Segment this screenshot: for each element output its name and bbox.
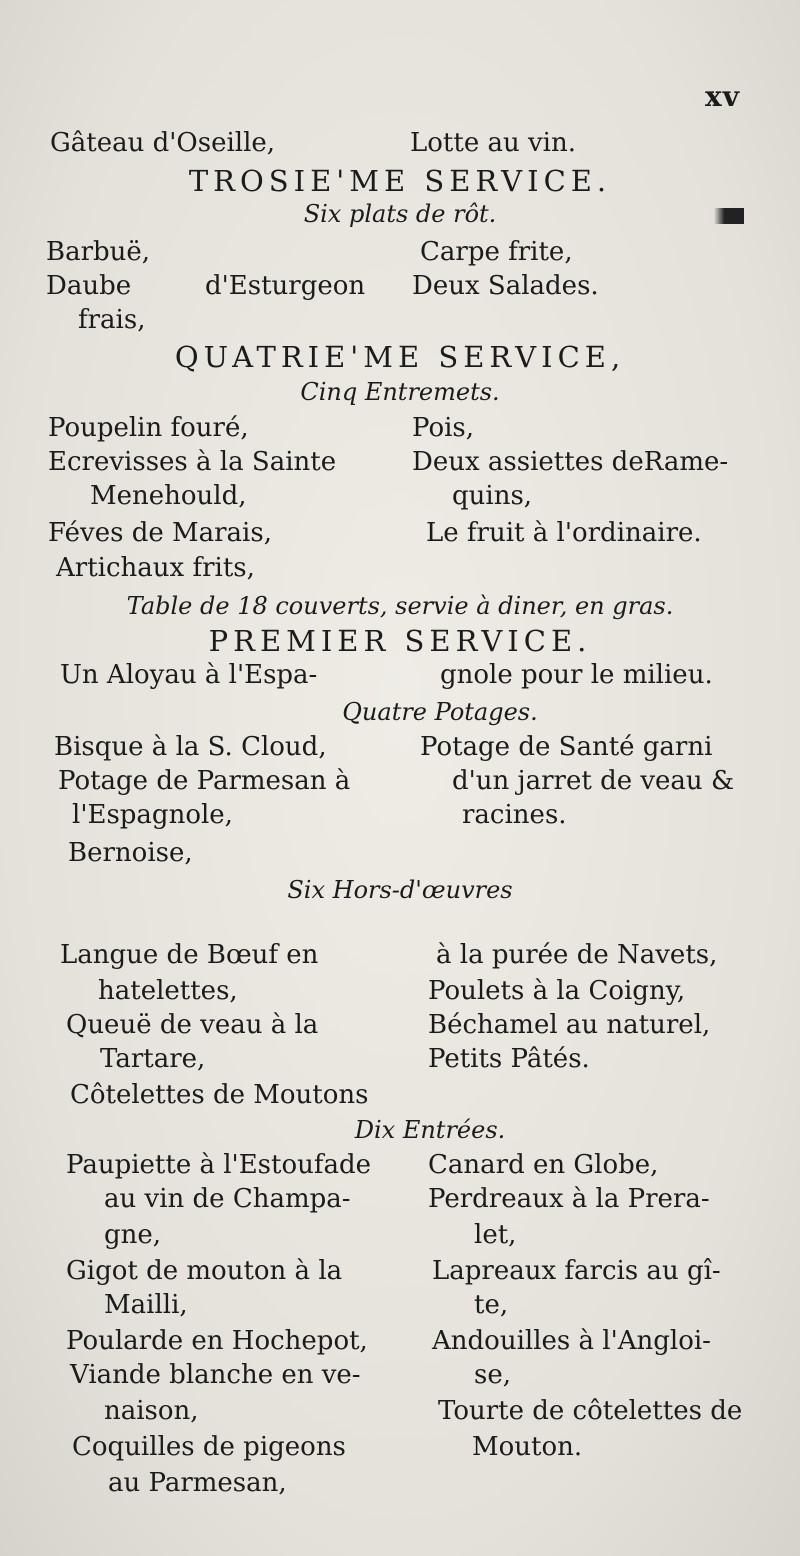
menu-line: Côtelettes de Moutons [70, 1080, 369, 1110]
menu-line: hatelettes, [98, 976, 238, 1006]
section-heading: PREMIER SERVICE. [208, 624, 592, 658]
menu-line: racines. [462, 800, 567, 830]
menu-line: Poupelin fouré, [48, 413, 249, 443]
menu-line: Viande blanche en ve- [70, 1360, 361, 1390]
table-heading: Table de 18 couverts, servie à diner, en gras. [126, 592, 674, 620]
menu-line: Potage de Parmesan à [58, 766, 351, 796]
menu-line: à la purée de Navets, [436, 940, 718, 970]
menu-line: Daube [46, 271, 132, 301]
menu-line: Tourte de côtelettes de [438, 1396, 743, 1426]
section-heading: QUATRIE'ME SERVICE, [174, 340, 626, 374]
menu-line: Lapreaux farcis au gî- [432, 1256, 721, 1286]
section-subheading: Quatre Potages. [342, 698, 538, 726]
menu-line: Deux Salades. [412, 271, 599, 301]
menu-line: te, [474, 1290, 509, 1320]
menu-line: d'Esturgeon [205, 271, 366, 301]
menu-line: se, [474, 1360, 511, 1390]
menu-line: Paupiette à l'Estoufade [66, 1150, 372, 1180]
menu-line: Tartare, [100, 1044, 206, 1074]
menu-line: Mailli, [104, 1290, 188, 1320]
menu-line: Féves de Marais, [48, 518, 272, 548]
menu-line: Deux assiettes deRame- [412, 447, 729, 477]
page-folio: xv [705, 80, 740, 113]
menu-line: Petits Pâtés. [428, 1044, 590, 1074]
menu-line: Poulets à la Coigny, [428, 976, 686, 1006]
menu-line: Un Aloyau à l'Espa- [60, 660, 318, 690]
menu-line: Queuë de veau à la [66, 1010, 319, 1040]
menu-line: quins, [452, 481, 533, 511]
menu-line: Carpe frite, [420, 237, 573, 267]
menu-line: Potage de Santé garni [420, 732, 713, 762]
menu-line: Ecrevisses à la Sainte [48, 447, 337, 477]
section-subheading: Six plats de rôt. [303, 200, 497, 228]
menu-line: Bernoise, [68, 838, 193, 868]
menu-line: d'un jarret de veau & [452, 766, 735, 796]
section-subheading: Cinq Entremets. [300, 378, 500, 406]
menu-line: Andouilles à l'Angloi- [432, 1326, 711, 1356]
menu-line: Canard en Globe, [428, 1150, 659, 1180]
section-subheading: Six Hors-d'œuvres [287, 876, 513, 904]
menu-line: Perdreaux à la Prera- [428, 1184, 710, 1214]
menu-line: Menehould, [90, 481, 247, 511]
menu-line: naison, [104, 1396, 199, 1426]
menu-line: Langue de Bœuf en [60, 940, 319, 970]
menu-line: gnole pour le milieu. [440, 660, 713, 690]
menu-line: Le fruit à l'ordinaire. [426, 518, 702, 548]
menu-line: Gigot de mouton à la [66, 1256, 343, 1286]
section-heading: TROSIE'ME SERVICE. [188, 164, 612, 198]
menu-line: Coquilles de pigeons [72, 1432, 346, 1462]
menu-line: gne, [104, 1220, 162, 1250]
menu-line: Barbuë, [46, 237, 151, 267]
menu-line: let, [474, 1220, 517, 1250]
menu-line: Lotte au vin. [410, 128, 576, 158]
menu-line: au Parmesan, [108, 1468, 287, 1498]
menu-line: Béchamel au naturel, [428, 1010, 711, 1040]
menu-line: Bisque à la S. Cloud, [54, 732, 327, 762]
menu-line: frais, [78, 305, 146, 335]
menu-line: Poularde en Hochepot, [66, 1326, 368, 1356]
menu-line: Artichaux frits, [56, 553, 255, 583]
menu-line: au vin de Champa- [104, 1184, 351, 1214]
menu-line: Pois, [412, 413, 475, 443]
menu-line: l'Espagnole, [72, 800, 233, 830]
menu-line: Mouton. [472, 1432, 583, 1462]
section-subheading: Dix Entrées. [354, 1116, 506, 1144]
menu-line: Gâteau d'Oseille, [50, 128, 276, 158]
